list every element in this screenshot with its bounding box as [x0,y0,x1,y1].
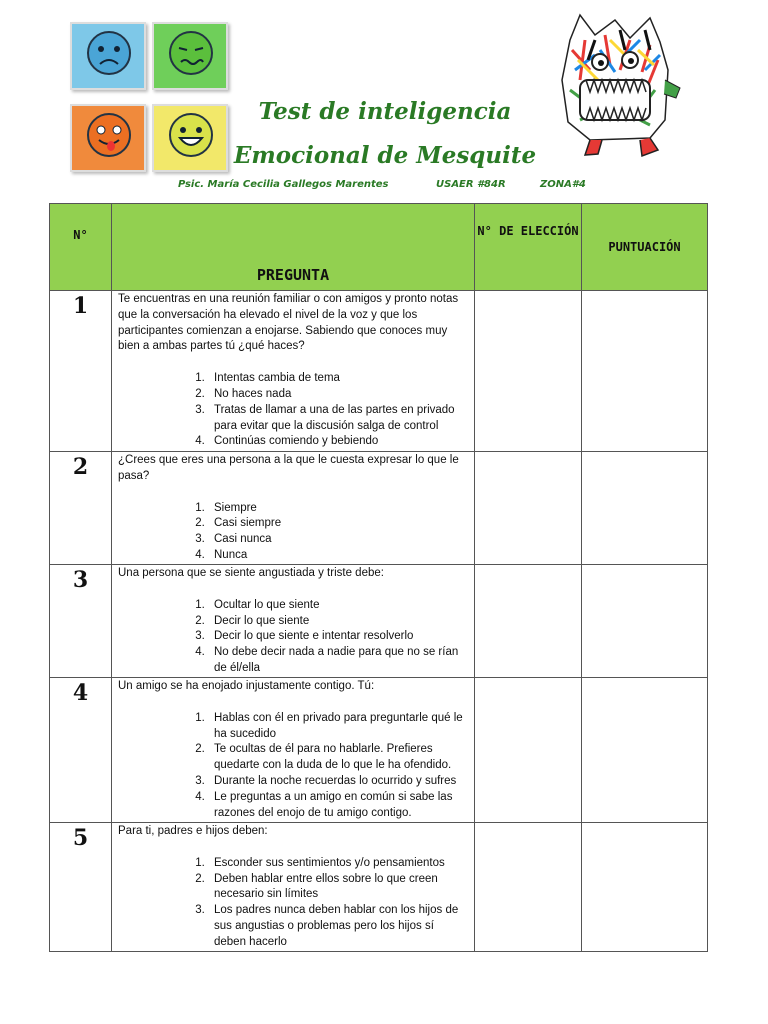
option-item: 1. Siempre [208,501,468,517]
eleccion-answer-cell[interactable] [475,291,582,452]
question-number: 1 [50,291,112,452]
puntuacion-cell[interactable] [582,565,708,678]
question-row [50,291,708,452]
title-line-2: Emocional de Mesquite [233,142,537,169]
option-item: 3. Tratas de llamar a una de las partes en privado para evitar que la discusión salga de control [208,403,468,435]
puntuacion-cell[interactable] [582,823,708,952]
col-header-pregunta: PREGUNTA [112,204,475,291]
question-number: 3 [50,565,112,678]
question-row [50,678,708,823]
document-header [0,0,768,200]
question-cell [112,823,475,952]
color-monster-illustration [550,10,685,160]
option-item: 3. Durante la noche recuerdas lo ocurrido y sufres [208,774,468,790]
puntuacion-cell[interactable] [582,678,708,823]
question-cell [112,452,475,565]
questionnaire-table [49,203,708,952]
silly-face-tile [70,104,146,172]
author-name: Psic. María Cecilia Gallegos Marentes [178,179,389,190]
option-item: 4. Le preguntas a un amigo en común si sabe las razones del enojo de tu amigo contigo. [208,790,468,822]
question-cell [112,565,475,678]
zona-label: ZONA#4 [540,179,586,190]
option-item: 2. Te ocultas de él para no hablarle. Prefieres quedarte con la duda de lo que le ha ofendido. [208,742,468,774]
usaer-label: USAER #84R [436,179,506,190]
question-row [50,452,708,565]
question-row [50,565,708,678]
question-number: 4 [50,678,112,823]
sad-face-tile [70,22,146,90]
option-item: 3. Los padres nunca deben hablar con los hijos de sus angustias o problemas pero los hijos sí deben hacerlo [208,903,468,950]
sick-face-icon [168,30,214,76]
question-cell [112,291,475,452]
puntuacion-cell[interactable] [582,291,708,452]
col-header-num: N° [50,204,112,291]
option-item: 3. Casi nunca [208,532,468,548]
option-item: 1. Hablas con él en privado para preguntarle qué le ha sucedido [208,711,468,743]
question-text: Para ti, padres e hijos deben: [118,825,268,837]
question-text: Te encuentras en una reunión familiar o con amigos y pronto notas que la conversación ha elevado el nivel de la voz y que los participantes comienzan a enojarse. Sabiendo que conoces muy bien a ambas partes tú ¿qué haces? [118,293,459,353]
option-item: 1. Esconder sus sentimientos y/o pensamientos [208,856,468,872]
option-item: 4. Nunca [208,548,468,564]
option-item: 3. Decir lo que siente e intentar resolverlo [208,629,468,645]
eleccion-answer-cell[interactable] [475,823,582,952]
option-item: 1. Ocultar lo que siente [208,598,468,614]
puntuacion-cell[interactable] [582,452,708,565]
eleccion-answer-cell[interactable] [475,678,582,823]
option-item: 2. Deben hablar entre ellos sobre lo que creen necesario sin límites [208,872,468,904]
question-number: 2 [50,452,112,565]
header-row [50,204,708,291]
option-item: 2. No haces nada [208,387,468,403]
option-item: 4. Continúas comiendo y bebiendo [208,434,468,450]
option-item: 2. Decir lo que siente [208,614,468,630]
question-text: Una persona que se siente angustiada y triste debe: [118,567,384,579]
sick-face-tile [152,22,228,90]
eleccion-answer-cell[interactable] [475,565,582,678]
question-row [50,823,708,952]
question-text: Un amigo se ha enojado injustamente contigo. Tú: [118,680,375,692]
silly-face-icon [86,112,132,158]
title-line-1: Test de inteligencia [258,98,512,125]
option-item: 2. Casi siempre [208,516,468,532]
option-item: 4. No debe decir nada a nadie para que no se rían de él/ella [208,645,468,677]
question-text: ¿Crees que eres una persona a la que le cuesta expresar lo que le pasa? [118,454,459,482]
question-cell [112,678,475,823]
eleccion-answer-cell[interactable] [475,452,582,565]
sad-face-icon [86,30,132,76]
col-header-puntuacion: PUNTUACIÓN [582,204,708,291]
option-item: 1. Intentas cambia de tema [208,371,468,387]
question-number: 5 [50,823,112,952]
col-header-eleccion: N° DE ELECCIÓN [475,204,582,291]
